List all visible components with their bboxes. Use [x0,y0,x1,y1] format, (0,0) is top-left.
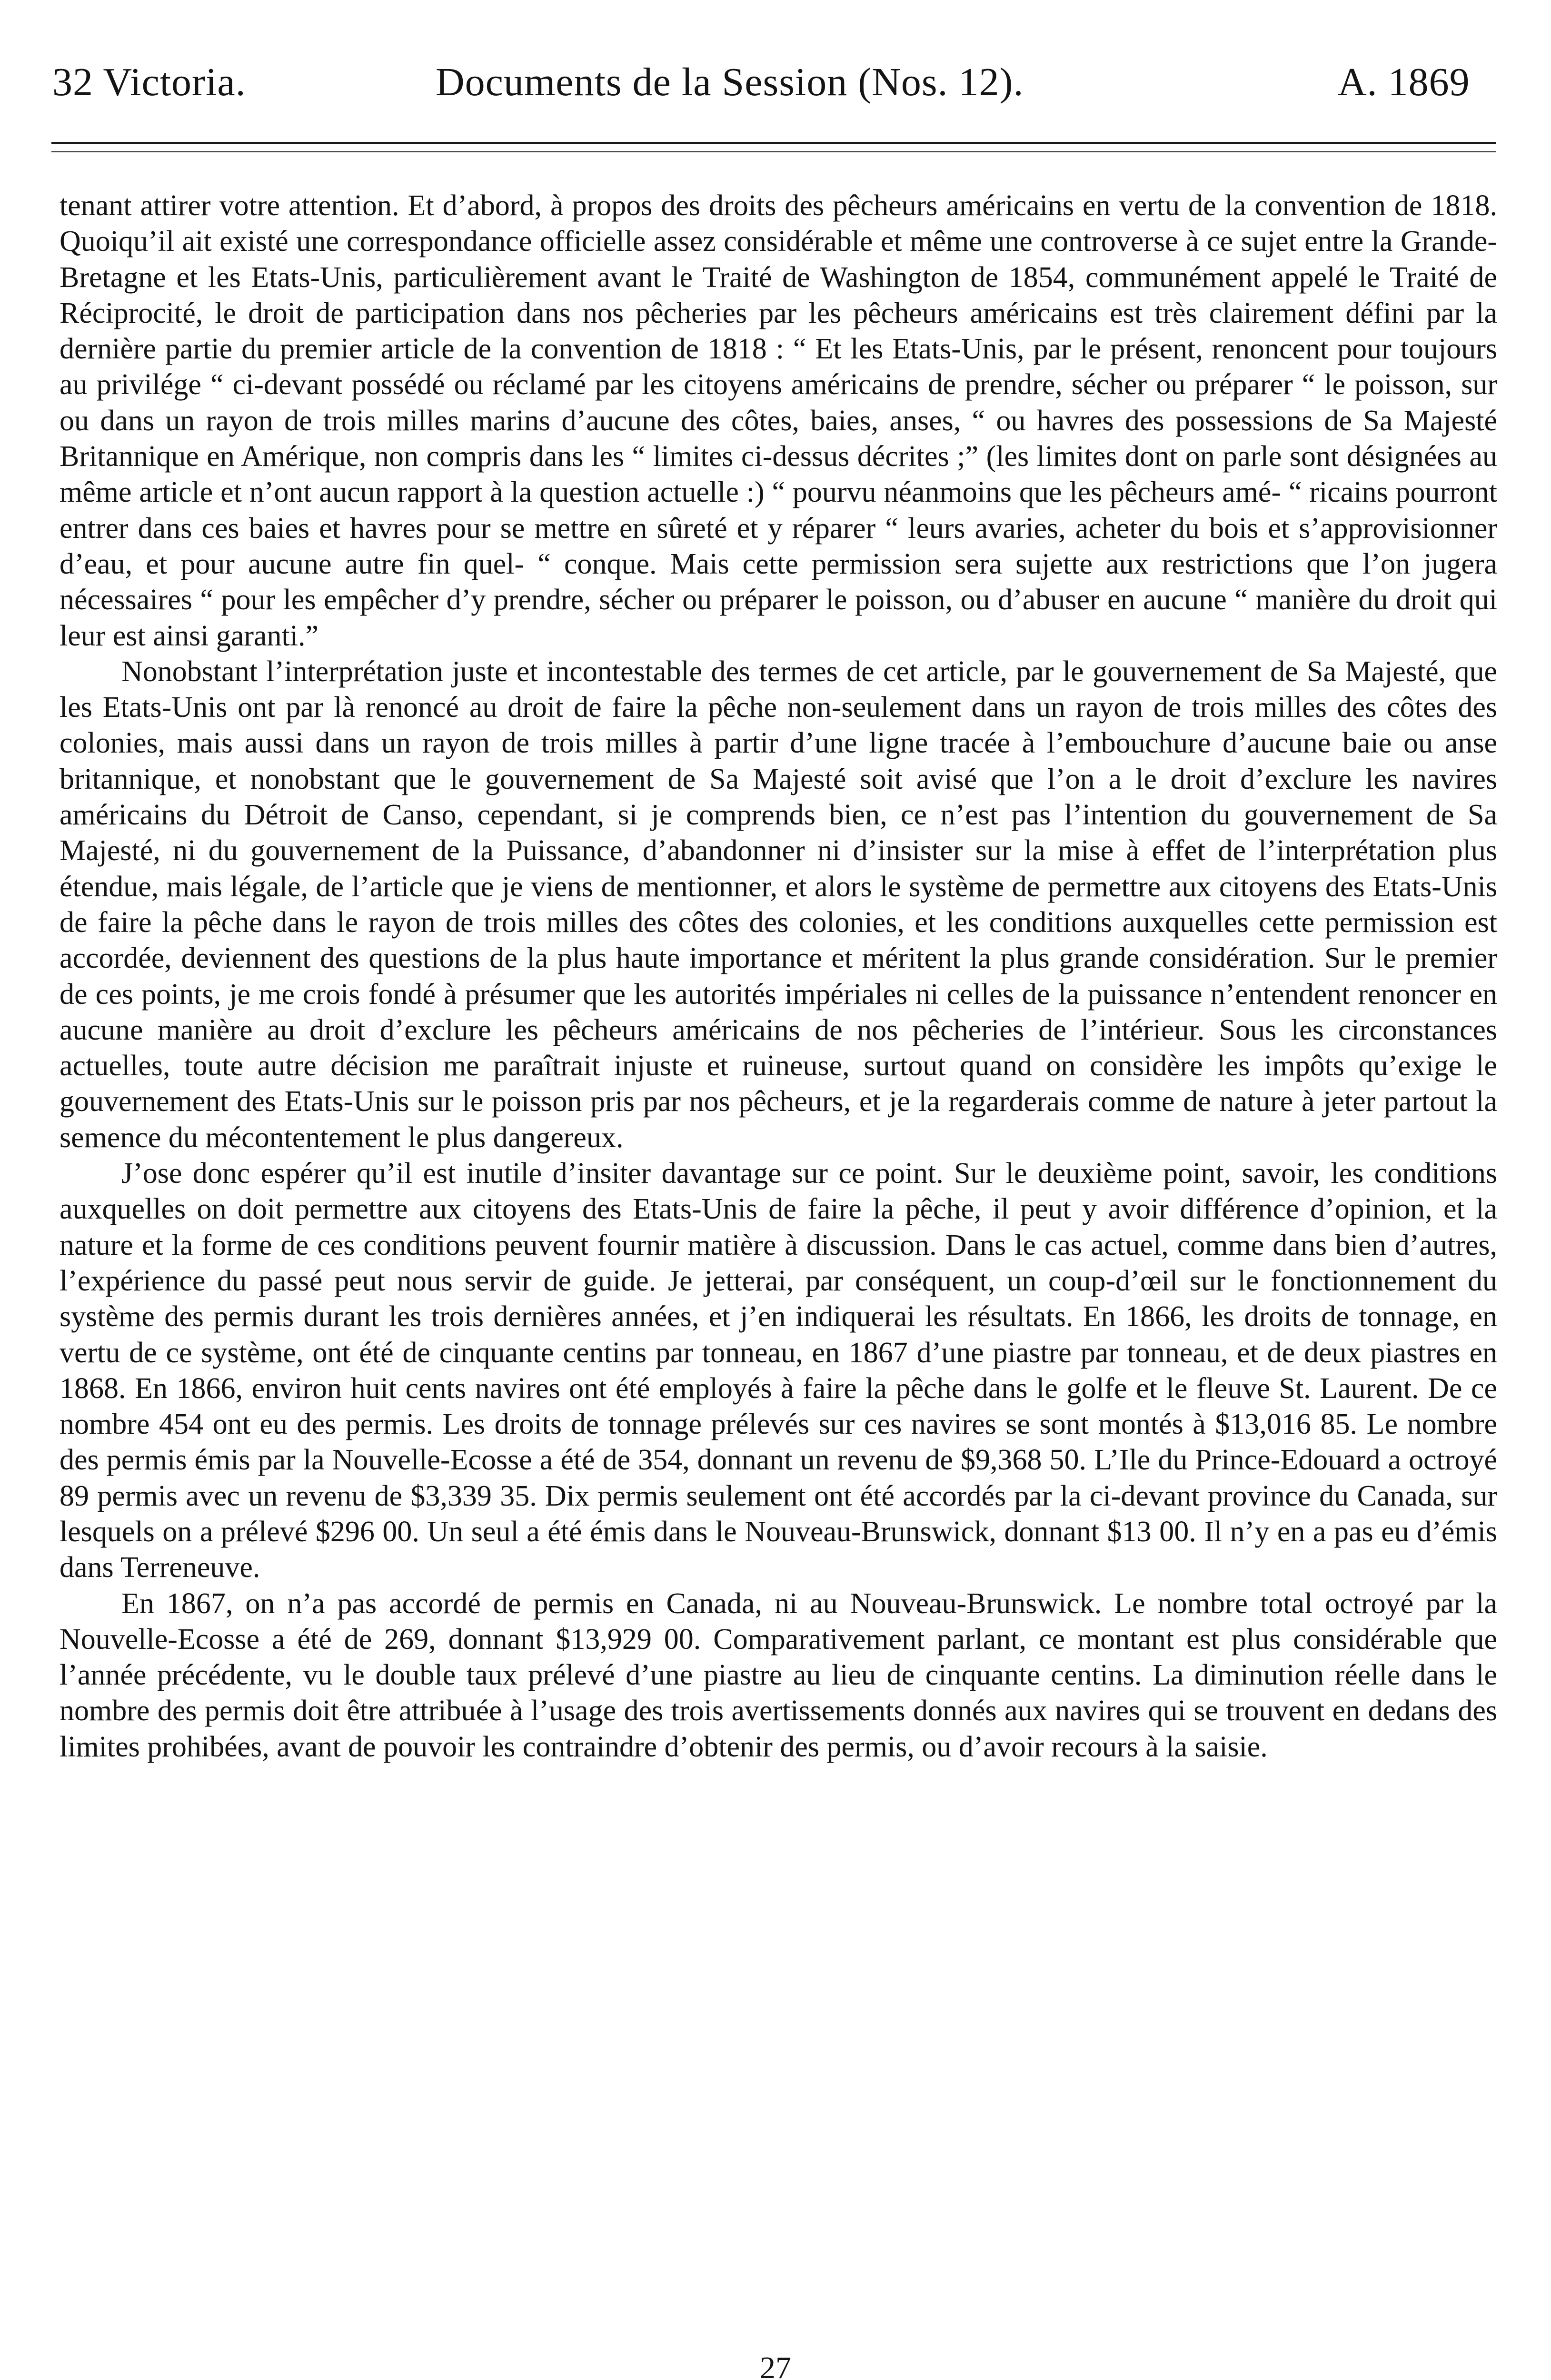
header-rule-thin [51,151,1496,152]
paragraph-2: Nonobstant l’interprétation juste et incontestable des termes de cet article, par le gouvernement de Sa Majesté, que les Etats-Unis ont par là renoncé au droit de faire la pêche non-seulement dans un rayon de trois milles des côtes des colonies, mais aussi dans un rayon de trois milles à partir d’une ligne tracée à l’embouchure d’aucune baie ou anse britannique, et nonobstant que le gouvernement de Sa Majesté soit avisé que l’on a le droit d’exclure les navires américains du Détroit de Canso, cependant, si je comprends bien, ce n’est pas l’intention du gouvernement de Sa Majesté, ni du gouvernement de la Puissance, d’abandonner ni d’insister sur la mise à effet de l’interprétation plus étendue, mais légale, de l’article que je viens de mentionner, et alors le système de permettre aux citoyens des Etats-Unis de faire la pêche dans le rayon de trois milles des côtes des colonies, et les conditions auxquelles cette permission est accordée, deviennent des questions de la plus haute importance et méritent la plus grande considération. Sur le premier de ces points, je me crois fondé à présumer que les autorités impériales ni celles de la puissance n’entendent renoncer en aucune manière au droit d’exclure les pêcheurs américains de nos pêcheries de l’intérieur. Sous les circonstances actuelles, toute autre décision me paraîtrait injuste et ruineuse, surtout quand on considère les impôts qu’exige le gouvernement des Etats-Unis sur le poisson pris par nos pêcheurs, et je la regarderais comme de nature à jeter partout la semence du mécontentement le plus dangereux. [60,655,1497,1154]
paragraph-3: J’ose donc espérer qu’il est inutile d’insiter davantage sur ce point. Sur le deuxième point, savoir, les conditions auxquelles on doit permettre aux citoyens des Etats-Unis de faire la pêche, il peut y avoir différence d’opinion, et la nature et la forme de ces conditions peuvent fournir matière à discussion. Dans le cas actuel, comme dans bien d’autres, l’expérience du passé peut nous servir de guide. Je jetterai, par conséquent, un coup-d’œil sur le fonctionnement du système des permis durant les trois dernières années, et j’en indiquerai les résultats. En 1866, les droits de tonnage, en vertu de ce système, ont été de cinquante centins par tonneau, en 1867 d’une piastre par tonneau, et de deux piastres en 1868. En 1866, environ huit cents navires ont été employés à faire la pêche dans le golfe et le fleuve St. Laurent. De ce nombre 454 ont eu des permis. Les droits de tonnage prélevés sur ces navires se sont montés à $13,016 85. Le nombre des permis émis par la Nouvelle-Ecosse a été de 354, donnant un revenu de $9,368 50. L’Ile du Prince-Edouard a octroyé 89 permis avec un revenu de $3,339 35. Dix permis seulement ont été accordés par la ci-devant province du Canada, sur lesquels on a prélevé $296 00. Un seul a été émis dans le Nouveau-Brunswick, donnant $13 00. Il n’y en a pas eu d’émis dans Terreneuve. [60,1157,1497,1584]
page-number: 27 [760,2350,791,2380]
header-year: A. 1869 [1338,60,1470,104]
paragraph-1: tenant attirer votre attention. Et d’abord, à propos des droits des pêcheurs américains en vertu de la convention de 1818. Quoiqu’il ait existé une correspondance officielle assez considérable et même une controverse à ce sujet entre la Grande-Bretagne et les Etats-Unis, particulièrement avant le Traité de Washington de 1854, communément appelé le Traité de Réciprocité, le droit de participation dans nos pêcheries par les pêcheurs américains est très clairement défini par la dernière partie du premier article de la convention de 1818 : “ Et les Etats-Unis, par le présent, renoncent pour toujours au privilége “ ci-devant possédé ou réclamé par les citoyens américains de prendre, sécher ou préparer “ le poisson, sur ou dans un rayon de trois milles marins d’aucune des côtes, baies, anses, “ ou havres des possessions de Sa Majesté Britannique en Amérique, non compris dans les “ limites ci-dessus décrites ;” (les limites dont on parle sont désignées au même article et n’ont aucun rapport à la question actuelle :) “ pourvu néanmoins que les pêcheurs amé- “ ricains pourront entrer dans ces baies et havres pour se mettre en sûreté et y réparer “ leurs avaries, acheter du bois et s’approvisionner d’eau, et pour aucune autre fin quel- “ conque. Mais cette permission sera sujette aux restrictions que l’on jugera nécessaires “ pour les empêcher d’y prendre, sécher ou préparer le poisson, ou d’abuser en aucune “ manière du droit qui leur est ainsi garanti.” [60,189,1497,652]
paragraph-4: En 1867, on n’a pas accordé de permis en Canada, ni au Nouveau-Brunswick. Le nombre total octroyé par la Nouvelle-Ecosse a été de 269, donnant $13,929 00. Comparativement parlant, ce montant est plus considérable que l’année précédente, vu le double taux prélevé d’une piastre au lieu de cinquante centins. La diminution réelle dans le nombre des permis doit être attribuée à l’usage des trois avertissements donnés aux navires qui se trouvent en dedans des limites prohibées, avant de pouvoir les contraindre d’obtenir des permis, ou d’avoir recours à la saisie. [60,1587,1497,1763]
header-rule-thick [51,142,1496,144]
running-header [0,56,1551,109]
header-volume: 32 Victoria. [52,60,246,104]
body-text [60,188,1497,1765]
header-title: Documents de la Session (Nos. 12). [436,60,1024,104]
